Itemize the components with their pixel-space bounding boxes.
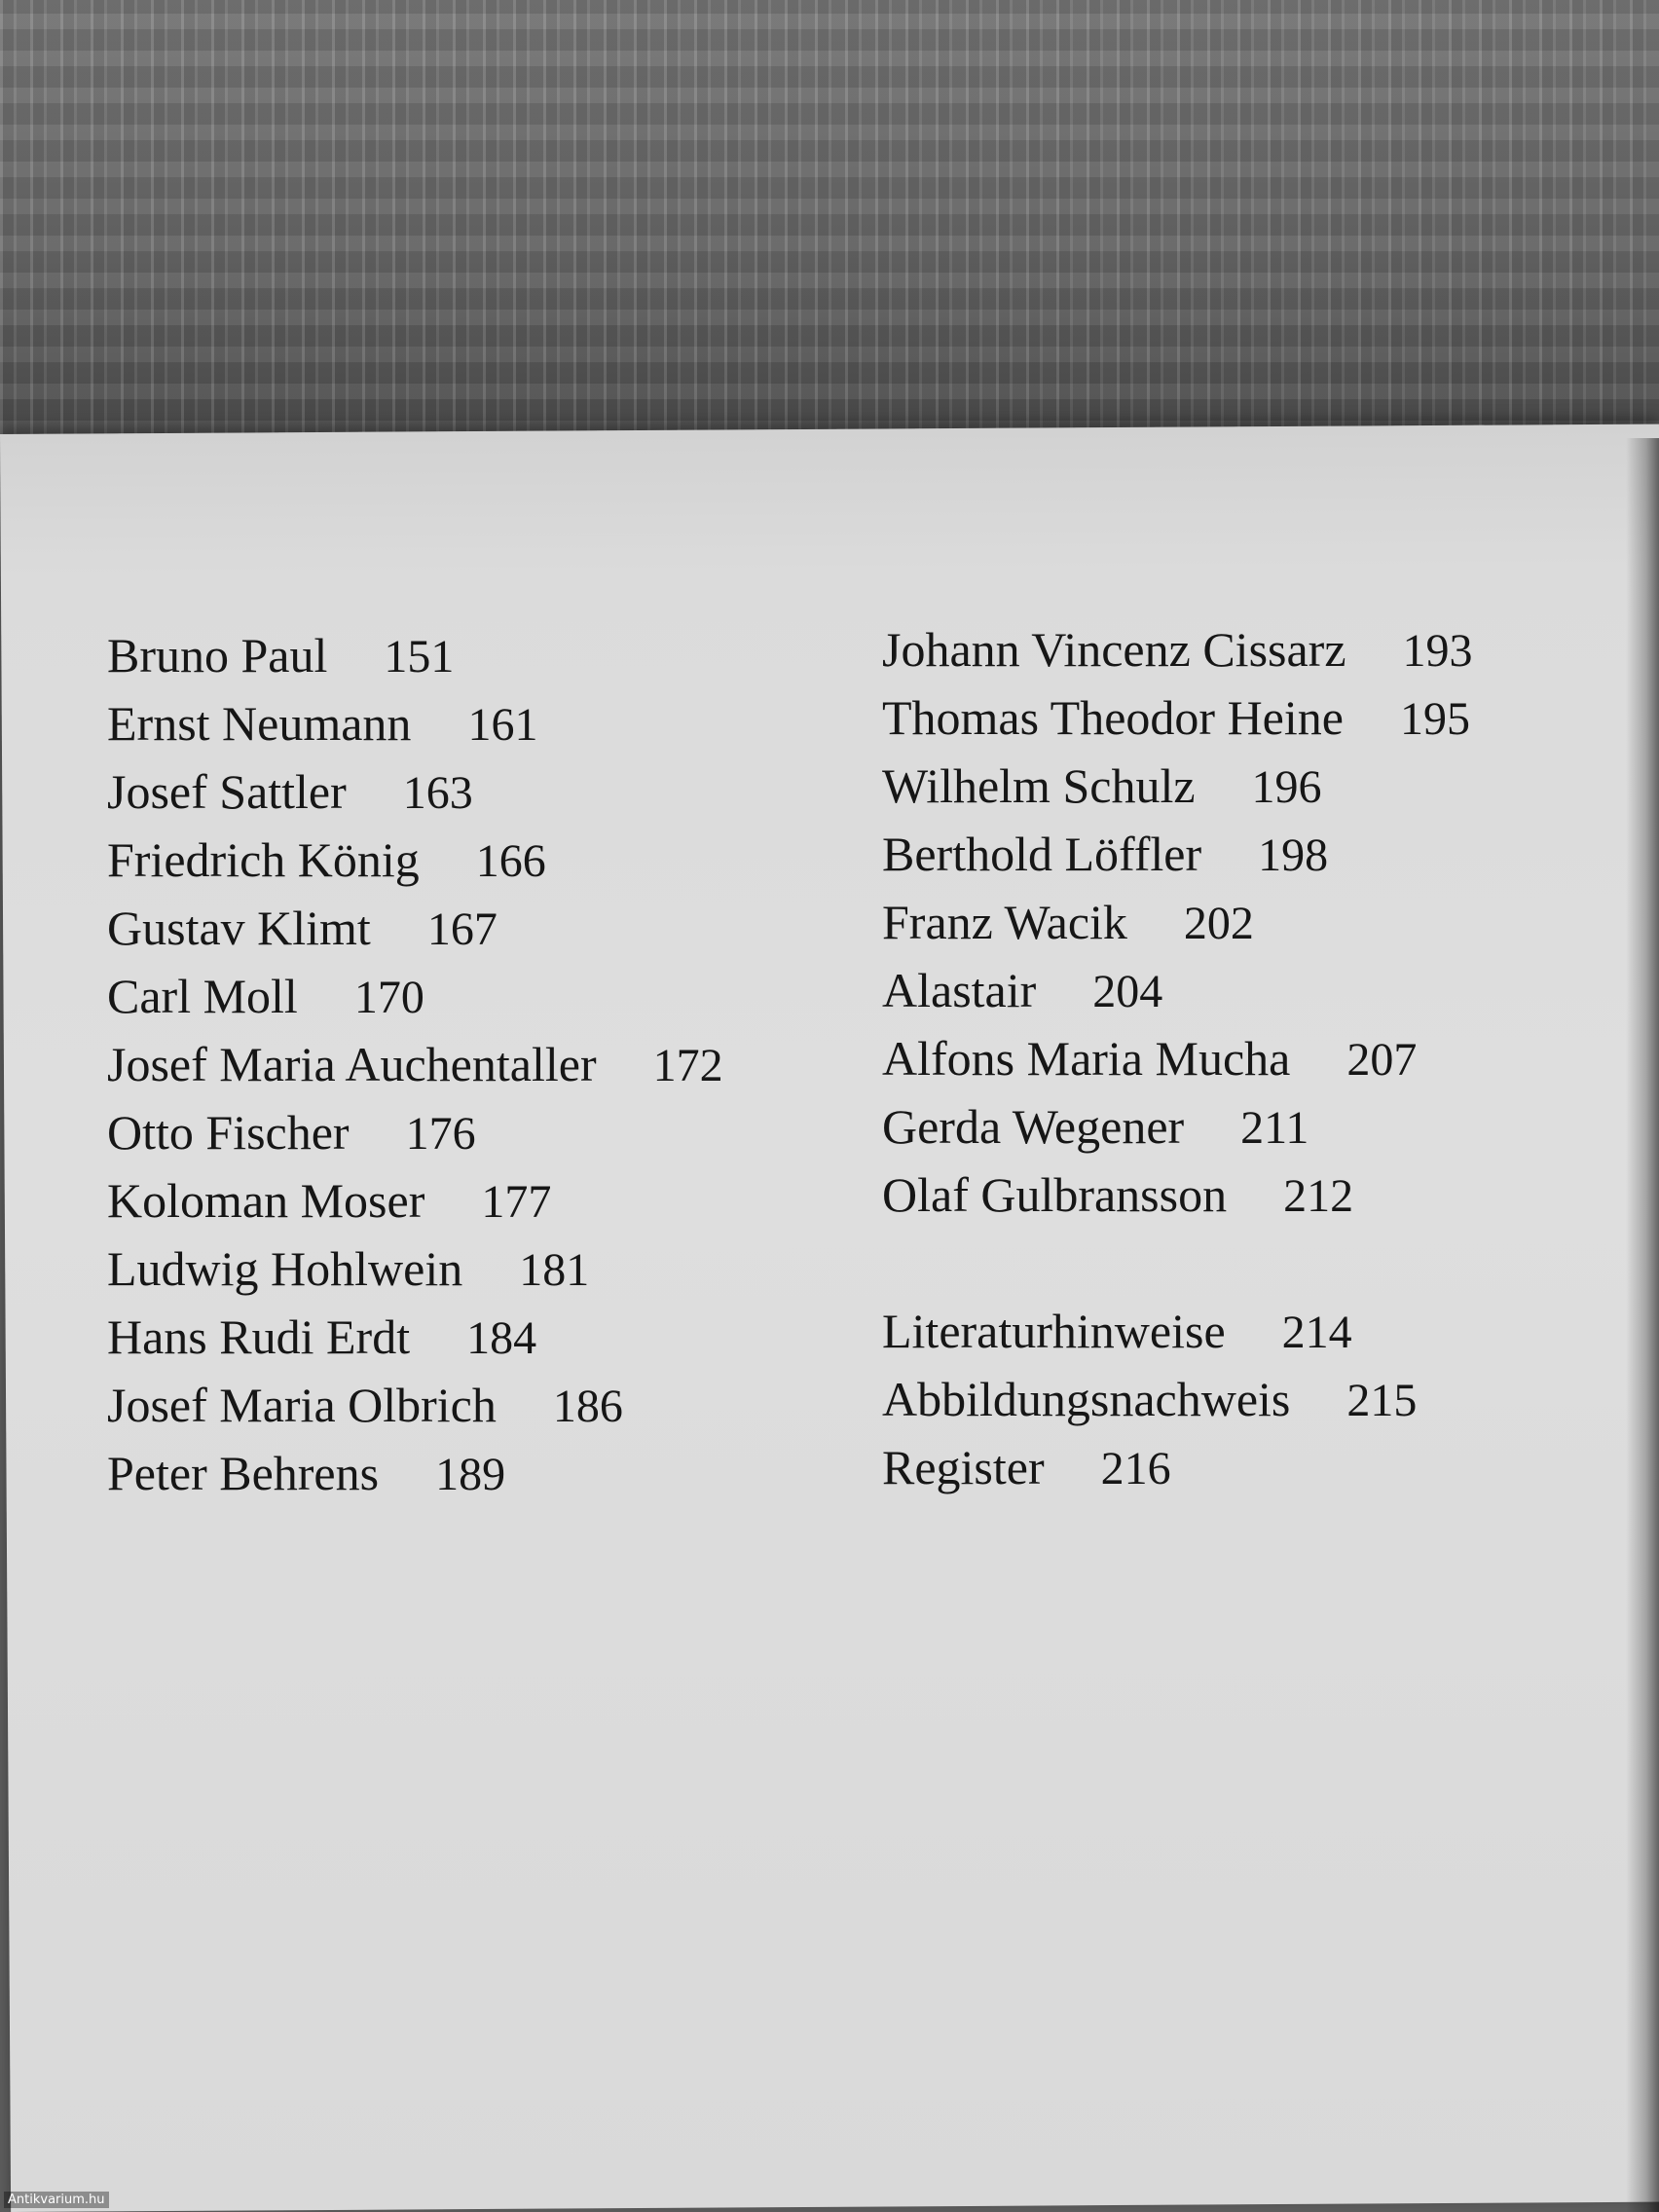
toc-entry-name: Koloman Moser [107, 1173, 425, 1228]
toc-entry [882, 820, 1622, 888]
desk-background [0, 0, 1659, 458]
toc-entry-page: 189 [435, 1449, 506, 1500]
toc-entry-name: Hans Rudi Erdt [107, 1309, 411, 1364]
toc-entry [107, 1371, 847, 1439]
toc-entry [882, 615, 1622, 683]
back-matter-entry [882, 1365, 1622, 1433]
toc-entry-page: 204 [1092, 966, 1163, 1017]
back-matter-entry [882, 1297, 1622, 1365]
toc-entry-page: 196 [1251, 761, 1322, 813]
toc-entry-page: 170 [353, 972, 424, 1023]
toc-entry-name: Bruno Paul [107, 628, 328, 682]
back-matter-page: 216 [1100, 1443, 1171, 1494]
toc-entry-page: 212 [1283, 1170, 1354, 1222]
back-matter-page: 214 [1281, 1307, 1352, 1358]
toc-entry-page: 193 [1402, 625, 1473, 677]
toc-entry [882, 1024, 1622, 1092]
toc-entry-page: 151 [384, 631, 455, 682]
toc-entry-name: Peter Behrens [107, 1446, 380, 1500]
toc-entry-name: Josef Maria Olbrich [107, 1378, 497, 1432]
toc-entry-page: 176 [405, 1108, 476, 1160]
toc-entry-name: Ludwig Hohlwein [107, 1241, 463, 1296]
toc-entry-page: 177 [481, 1176, 552, 1228]
toc-entry [882, 752, 1622, 820]
watermark: Antikvarium.hu [4, 2192, 109, 2208]
toc-entry [882, 1092, 1622, 1161]
toc-entry-name: Josef Sattler [107, 764, 347, 819]
toc-entry [107, 962, 847, 1030]
toc-entry [882, 956, 1622, 1024]
toc-entry-name: Gerda Wegener [882, 1099, 1185, 1154]
toc-entry [882, 1161, 1622, 1229]
back-matter-page: 215 [1346, 1375, 1418, 1426]
toc-entry-name: Olaf Gulbransson [882, 1167, 1228, 1222]
toc-entry-name: Thomas Theodor Heine [882, 690, 1344, 745]
toc-entry-page: 186 [552, 1381, 623, 1432]
toc-entry-page: 211 [1240, 1102, 1309, 1154]
toc-entry [107, 1235, 847, 1303]
toc-entry [107, 1303, 847, 1371]
toc-entry-page: 161 [467, 699, 538, 751]
toc-entry [107, 689, 847, 757]
toc-entry-page: 198 [1258, 830, 1329, 881]
toc-entry [107, 894, 847, 962]
toc-entry-page: 163 [402, 767, 473, 819]
toc-entry [882, 888, 1622, 956]
toc-entry [107, 826, 847, 894]
toc-entry-page: 195 [1399, 693, 1470, 745]
toc-left-column [107, 621, 847, 1507]
toc-entry-name: Wilhelm Schulz [882, 758, 1196, 813]
toc-entry-name: Franz Wacik [882, 895, 1127, 949]
toc-entry [107, 1030, 847, 1098]
page-binding-shadow [1626, 438, 1659, 2212]
toc-entry-page: 202 [1183, 898, 1254, 949]
toc-entry [107, 757, 847, 826]
toc-entry-name: Carl Moll [107, 969, 298, 1023]
toc-entry-name: Johann Vincenz Cissarz [882, 622, 1346, 677]
toc-entry-page: 166 [475, 835, 546, 887]
toc-entry [107, 1439, 847, 1507]
toc-entry-page: 184 [466, 1312, 537, 1364]
back-matter-name: Register [882, 1440, 1045, 1494]
toc-entry-page: 207 [1346, 1034, 1418, 1086]
back-matter-entry [882, 1433, 1622, 1501]
section-gap [882, 1229, 1622, 1297]
toc-entry [107, 1098, 847, 1166]
toc-entry-name: Friedrich König [107, 832, 420, 887]
toc-entry-name: Otto Fischer [107, 1105, 350, 1160]
toc-entry-name: Ernst Neumann [107, 696, 412, 751]
back-matter-name: Abbildungsnachweis [882, 1372, 1291, 1426]
toc-entry-page: 172 [652, 1040, 723, 1091]
toc-entry-name: Josef Maria Auchentaller [107, 1037, 597, 1091]
toc-entry-page: 167 [426, 903, 498, 955]
toc-entry-page: 181 [519, 1244, 590, 1296]
toc-entry [107, 1166, 847, 1235]
back-matter-name: Literaturhinweise [882, 1304, 1226, 1358]
toc-entry-name: Alfons Maria Mucha [882, 1031, 1291, 1086]
toc-entry [107, 621, 847, 689]
toc-entry-name: Berthold Löffler [882, 827, 1202, 881]
toc-entry-name: Gustav Klimt [107, 901, 371, 955]
toc-entry [882, 683, 1622, 752]
toc-entry-name: Alastair [882, 963, 1037, 1017]
toc-right-column [882, 615, 1622, 1501]
